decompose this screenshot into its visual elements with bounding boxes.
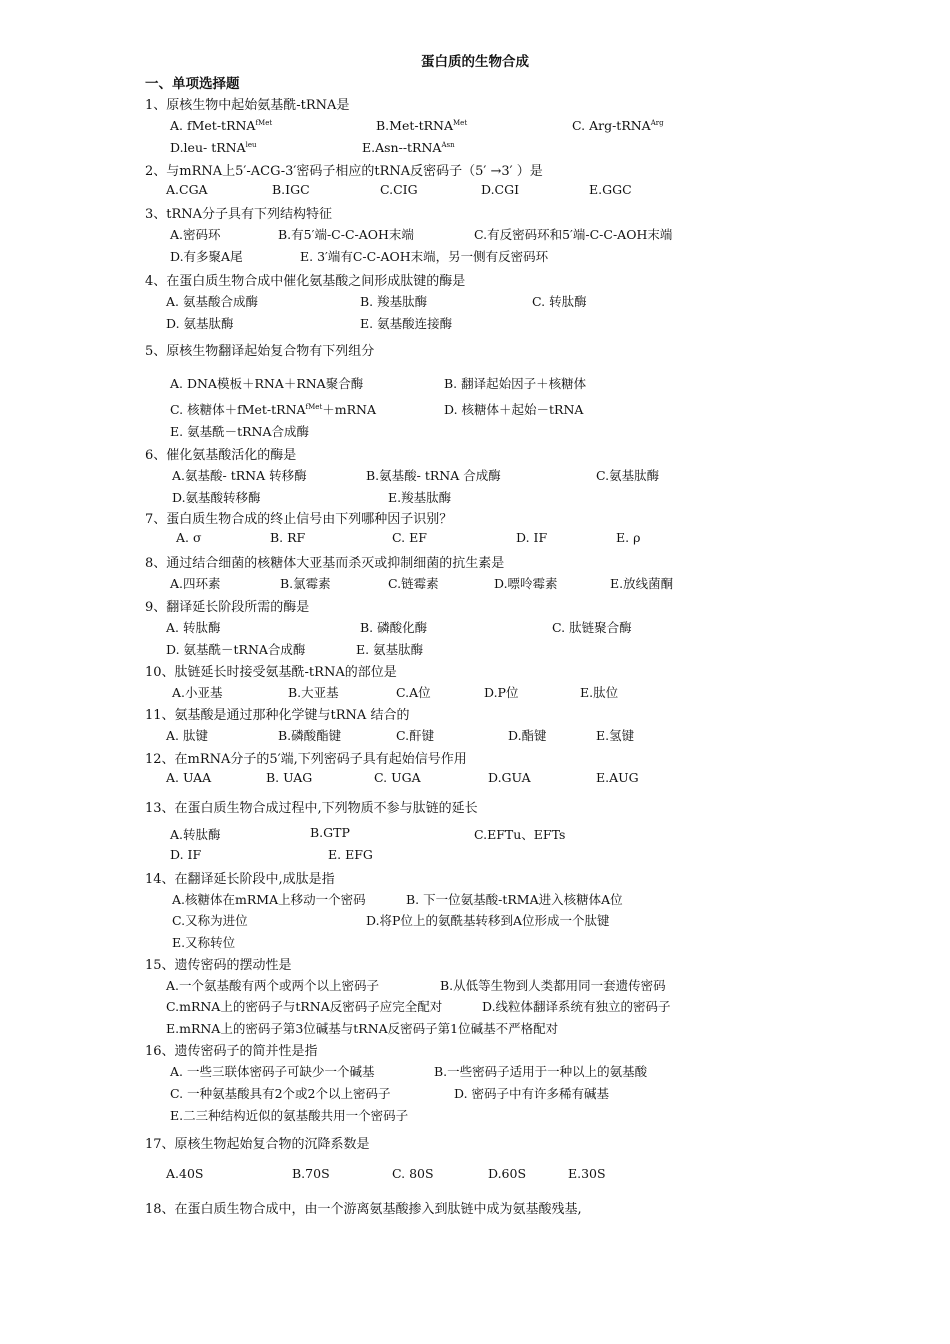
question-7-option-e <box>616 530 640 545</box>
question-9-option-b <box>360 618 427 636</box>
question-10-option-d <box>484 683 518 701</box>
question-10-text: 10、肽链延长时接受氨基酰-tRNA的部位是 <box>145 665 397 680</box>
question-2-option-e <box>589 182 632 197</box>
question-2-option-b <box>272 182 310 197</box>
option-label: A.四环素 <box>170 576 221 591</box>
option-label: D. 密码子中有许多稀有碱基 <box>454 1086 610 1101</box>
question-9-text: 9、翻译延长阶段所需的酶是 <box>145 600 310 615</box>
question-9-option-d <box>166 640 305 658</box>
question-12-option-c <box>374 770 421 785</box>
question-8-option-e <box>610 574 673 592</box>
question-17-option-e <box>568 1166 606 1181</box>
question-6-options-row <box>0 466 800 484</box>
question-17-option-d <box>488 1166 526 1181</box>
question-3-option-b <box>278 225 414 243</box>
option-superscript: leu <box>245 141 257 149</box>
question-9-options-row <box>0 618 800 636</box>
question-15-text: 15、遗传密码的摆动性是 <box>145 958 292 973</box>
option-label: C. 一种氨基酸具有2个或2个以上密码子 <box>170 1086 391 1101</box>
option-label: E.30S <box>568 1166 606 1181</box>
option-label: C. Arg-tRNA <box>572 118 651 133</box>
question-10-options-row <box>0 683 800 701</box>
question-9-options-row <box>0 640 800 658</box>
option-label: B. 翻译起始因子＋核糖体 <box>444 376 587 391</box>
option-label: E.二三种结构近似的氨基酸共用一个密码子 <box>170 1108 409 1123</box>
option-label: B.70S <box>292 1166 330 1181</box>
option-label: C. 80S <box>392 1166 434 1181</box>
question-10-option-e <box>580 683 618 701</box>
option-label: A. 氨基酸合成酶 <box>166 294 258 309</box>
option-label: C.链霉素 <box>388 576 439 591</box>
option-label: D.将P位上的氨酰基转移到A位形成一个肽键 <box>366 913 610 928</box>
option-label: E.mRNA上的密码子第3位碱基与tRNA反密码子第1位碱基不严格配对 <box>166 1021 559 1036</box>
question-12-option-d <box>488 770 531 785</box>
question-15-option-d <box>482 997 671 1015</box>
option-label: C. UGA <box>374 770 421 785</box>
option-label: A.密码环 <box>170 227 221 242</box>
option-label: C.又称为进位 <box>172 913 248 928</box>
option-label: B.一些密码子适用于一种以上的氨基酸 <box>434 1064 648 1079</box>
question-16-options-row <box>0 1106 800 1124</box>
question-8-text: 8、通过结合细菌的核糖体大亚基而杀灭或抑制细菌的抗生素是 <box>145 556 505 571</box>
question-2-text: 2、与mRNA上5′-ACG-3′密码子相应的tRNA反密码子（5′ →3′ ）是 <box>145 164 543 179</box>
question-13-option-c <box>474 825 565 843</box>
option-label: E.羧基肽酶 <box>388 490 452 505</box>
question-5-options-row <box>0 374 800 392</box>
question-12-options-row <box>0 770 800 788</box>
question-2-option-c <box>380 182 418 197</box>
question-5-option-b <box>444 374 586 392</box>
question-3-option-a <box>170 225 221 243</box>
question-16-options-row <box>0 1062 800 1080</box>
option-label: D.嘌呤霉素 <box>494 576 558 591</box>
option-label: E.氢键 <box>596 728 635 743</box>
question-15-options-row <box>0 997 800 1015</box>
option-label: B.有5′端-C-C-AOH末端 <box>278 227 414 242</box>
option-label: D. 氨基肽酶 <box>166 316 234 331</box>
option-label: B. RF <box>270 530 306 545</box>
question-4-options-row <box>0 292 800 310</box>
question-5-option-e <box>170 422 309 440</box>
option-label: B.磷酸酯键 <box>278 728 342 743</box>
question-1-options-row <box>0 140 800 158</box>
option-superscript: Asn <box>441 141 455 149</box>
option-label: A. 一些三联体密码子可缺少一个碱基 <box>170 1064 375 1079</box>
question-3-option-e <box>300 247 548 265</box>
question-15-option-e <box>166 1019 558 1037</box>
option-label: D.有多聚A尾 <box>170 249 243 264</box>
question-3-text: 3、tRNA分子具有下列结构特征 <box>145 207 333 222</box>
question-14-options-row <box>0 890 800 908</box>
option-label: D. 核糖体＋起始－tRNA <box>444 402 584 417</box>
question-7-option-d <box>516 530 547 545</box>
option-label: A. σ <box>176 530 202 545</box>
question-11-option-a <box>166 726 208 744</box>
question-11-text: 11、氨基酸是通过那种化学键与tRNA 结合的 <box>145 708 410 723</box>
option-label: B. 磷酸化酶 <box>360 620 428 635</box>
option-superscript: fMet <box>305 403 323 411</box>
question-1-option-e <box>362 140 455 155</box>
option-label: A. fMet-tRNA <box>170 118 256 133</box>
question-16-text: 16、遗传密码子的简并性是指 <box>145 1044 318 1059</box>
option-label: A.核糖体在mRMA上移动一个密码 <box>172 892 366 907</box>
option-superscript: fMet <box>255 119 273 127</box>
option-label: D.GUA <box>488 770 531 785</box>
option-label-tail: ＋mRNA <box>322 402 376 417</box>
question-1-options-row <box>0 118 800 136</box>
option-label: A. 肽键 <box>166 728 208 743</box>
question-13-option-a <box>170 825 221 843</box>
question-16-option-b <box>434 1062 647 1080</box>
question-7-option-a <box>176 530 202 545</box>
question-8-option-c <box>388 574 439 592</box>
question-17-text: 17、原核生物起始复合物的沉降系数是 <box>145 1137 370 1152</box>
question-6-option-b <box>366 466 501 484</box>
option-label: A.氨基酸- tRNA 转移酶 <box>172 468 307 483</box>
option-label: A.小亚基 <box>172 685 223 700</box>
question-13-text: 13、在蛋白质生物合成过程中,下列物质不参与肽链的延长 <box>145 801 478 816</box>
option-label: B. 下一位氨基酸-tRMA进入核糖体A位 <box>406 892 623 907</box>
option-label: B.大亚基 <box>288 685 339 700</box>
option-label: D.leu- tRNA <box>170 140 246 155</box>
option-label: C.有反密码环和5′端-C-C-AOH末端 <box>474 227 673 242</box>
question-14-text: 14、在翻译延长阶段中,成肽是指 <box>145 872 335 887</box>
question-14-option-a <box>172 890 366 908</box>
question-8-option-b <box>280 574 331 592</box>
option-label: C.CIG <box>380 182 418 197</box>
option-label: C.酐键 <box>396 728 435 743</box>
question-13-options-row <box>0 847 800 865</box>
question-14-option-e <box>172 933 235 951</box>
question-10-option-c <box>396 683 431 701</box>
option-superscript: Met <box>453 119 468 127</box>
question-12-text: 12、在mRNA分子的5′端,下列密码子具有起始信号作用 <box>145 752 467 767</box>
question-13-option-d <box>170 847 201 862</box>
question-13-option-b <box>310 825 350 840</box>
question-7-option-b <box>270 530 305 545</box>
option-label: C. 核糖体＋fMet-tRNA <box>170 402 306 417</box>
question-8-option-d <box>494 574 558 592</box>
question-6-option-d <box>172 488 261 506</box>
question-11-option-c <box>396 726 434 744</box>
question-14-options-row <box>0 911 800 929</box>
option-label: B.氨基酸- tRNA 合成酶 <box>366 468 501 483</box>
question-14-option-b <box>406 890 623 908</box>
question-14-options-row <box>0 933 800 951</box>
option-label: C. 肽链聚合酶 <box>552 620 632 635</box>
question-17-options-row <box>0 1166 800 1184</box>
question-5-option-a <box>170 374 363 392</box>
question-13-options-row <box>0 825 800 843</box>
question-3-option-c <box>474 225 672 243</box>
question-7-text: 7、蛋白质生物合成的终止信号由下列哪种因子识别？ <box>145 512 453 527</box>
option-label: B.从低等生物到人类都用同一套遗传密码 <box>440 978 666 993</box>
question-2-options-row <box>0 182 800 200</box>
option-label: D.P位 <box>484 685 519 700</box>
option-label: E. EFG <box>328 847 373 862</box>
question-6-option-e <box>388 488 451 506</box>
question-16-options-row <box>0 1084 800 1102</box>
question-1-option-c <box>572 118 664 133</box>
question-15-options-row <box>0 976 800 994</box>
question-17-option-a <box>166 1166 203 1181</box>
question-17-option-b <box>292 1166 330 1181</box>
question-18-text: 18、在蛋白质生物合成中，由一个游离氨基酸掺入到肽链中成为氨基酸残基, <box>145 1202 582 1217</box>
option-label: C. 转肽酶 <box>532 294 587 309</box>
question-11-option-b <box>278 726 341 744</box>
option-label: D.氨基酸转移酶 <box>172 490 261 505</box>
question-12-option-b <box>266 770 312 785</box>
question-5-option-d <box>444 400 583 418</box>
option-label: D. IF <box>170 847 202 862</box>
question-8-option-a <box>170 574 221 592</box>
question-4-text: 4、在蛋白质生物合成中催化氨基酸之间形成肽键的酶是 <box>145 274 466 289</box>
option-label: B.GTP <box>310 825 350 840</box>
question-13-option-e <box>328 847 373 862</box>
question-8-options-row <box>0 574 800 592</box>
question-15-option-a <box>166 976 379 994</box>
option-label: A.CGA <box>166 182 208 197</box>
option-label: B.Met-tRNA <box>376 118 454 133</box>
question-5-options-row <box>0 422 800 440</box>
question-14-option-d <box>366 911 610 929</box>
question-4-option-b <box>360 292 427 310</box>
option-superscript: Arg <box>650 119 664 127</box>
question-5-option-c <box>170 400 376 418</box>
question-15-options-row <box>0 1019 800 1037</box>
option-label: C. EF <box>392 530 427 545</box>
question-2-option-d <box>481 182 519 197</box>
option-label: E.Asn--tRNA <box>362 140 442 155</box>
question-1-option-d <box>170 140 256 155</box>
question-12-option-a <box>166 770 211 785</box>
question-15-option-c <box>166 997 442 1015</box>
option-label: E. ρ <box>616 530 641 545</box>
question-6-option-a <box>172 466 307 484</box>
option-label: C.A位 <box>396 685 431 700</box>
option-label: D. 氨基酰－tRNA合成酶 <box>166 642 306 657</box>
option-label: D.CGI <box>481 182 520 197</box>
question-7-options-row <box>0 530 800 548</box>
option-label: E. 氨基酸连接酶 <box>360 316 453 331</box>
option-label: A.一个氨基酸有两个或两个以上密码子 <box>166 978 380 993</box>
document-title: 蛋白质的生物合成 <box>421 54 529 70</box>
question-1-text: 1、原核生物中起始氨基酰-tRNA是 <box>145 98 350 113</box>
question-11-option-e <box>596 726 634 744</box>
question-4-option-d <box>166 314 234 332</box>
option-label: D.线粒体翻译系统有独立的密码子 <box>482 999 671 1014</box>
question-1-option-a <box>170 118 272 133</box>
question-7-option-c <box>392 530 427 545</box>
option-label: E.GGC <box>589 182 632 197</box>
question-16-option-e <box>170 1106 408 1124</box>
option-label: E. 氨基肽酶 <box>356 642 424 657</box>
option-label: A. 转肽酶 <box>166 620 221 635</box>
question-9-option-e <box>356 640 423 658</box>
question-16-option-d <box>454 1084 609 1102</box>
option-label: B. UAG <box>266 770 313 785</box>
option-label: E. 3′端有C-C-AOH末端，另一侧有反密码环 <box>300 249 549 264</box>
question-14-option-c <box>172 911 248 929</box>
question-6-text: 6、催化氨基酸活化的酶是 <box>145 448 297 463</box>
question-4-option-c <box>532 292 587 310</box>
option-label: B.IGC <box>272 182 310 197</box>
question-3-options-row <box>0 225 800 243</box>
question-3-options-row <box>0 247 800 265</box>
option-label: E.肽位 <box>580 685 619 700</box>
question-6-options-row <box>0 488 800 506</box>
option-label: E. 氨基酰－tRNA合成酶 <box>170 424 309 439</box>
option-label: A. DNA模板＋RNA＋RNA聚合酶 <box>170 376 364 391</box>
option-label: A. UAA <box>166 770 212 785</box>
question-3-option-d <box>170 247 243 265</box>
option-label: E.AUG <box>596 770 639 785</box>
question-1-option-b <box>376 118 467 133</box>
question-4-option-e <box>360 314 452 332</box>
question-11-options-row <box>0 726 800 744</box>
option-label: C.氨基肽酶 <box>596 468 660 483</box>
question-4-option-a <box>166 292 258 310</box>
question-9-option-c <box>552 618 632 636</box>
question-12-option-e <box>596 770 639 785</box>
option-label: D.酯键 <box>508 728 547 743</box>
option-label: C.mRNA上的密码子与tRNA反密码子应完全配对 <box>166 999 443 1014</box>
question-15-option-b <box>440 976 666 994</box>
option-label: D.60S <box>488 1166 527 1181</box>
option-label: A.40S <box>166 1166 204 1181</box>
question-2-option-a <box>166 182 208 197</box>
question-10-option-a <box>172 683 223 701</box>
option-label: B. 羧基肽酶 <box>360 294 428 309</box>
option-label: A.转肽酶 <box>170 827 221 842</box>
question-17-option-c <box>392 1166 434 1181</box>
option-label: D. IF <box>516 530 548 545</box>
question-9-option-a <box>166 618 220 636</box>
option-label: E.又称转位 <box>172 935 236 950</box>
question-4-options-row <box>0 314 800 332</box>
option-label: C.EFTu、EFTs <box>474 827 566 842</box>
option-label: E.放线菌酮 <box>610 576 674 591</box>
question-10-option-b <box>288 683 339 701</box>
question-16-option-c <box>170 1084 390 1102</box>
question-5-options-row <box>0 400 800 418</box>
question-5-text: 5、原核生物翻译起始复合物有下列组分 <box>145 344 375 359</box>
section-heading: 一、单项选择题 <box>145 76 240 92</box>
option-label: B.氯霉素 <box>280 576 331 591</box>
question-6-option-c <box>596 466 659 484</box>
question-11-option-d <box>508 726 547 744</box>
question-16-option-a <box>170 1062 374 1080</box>
